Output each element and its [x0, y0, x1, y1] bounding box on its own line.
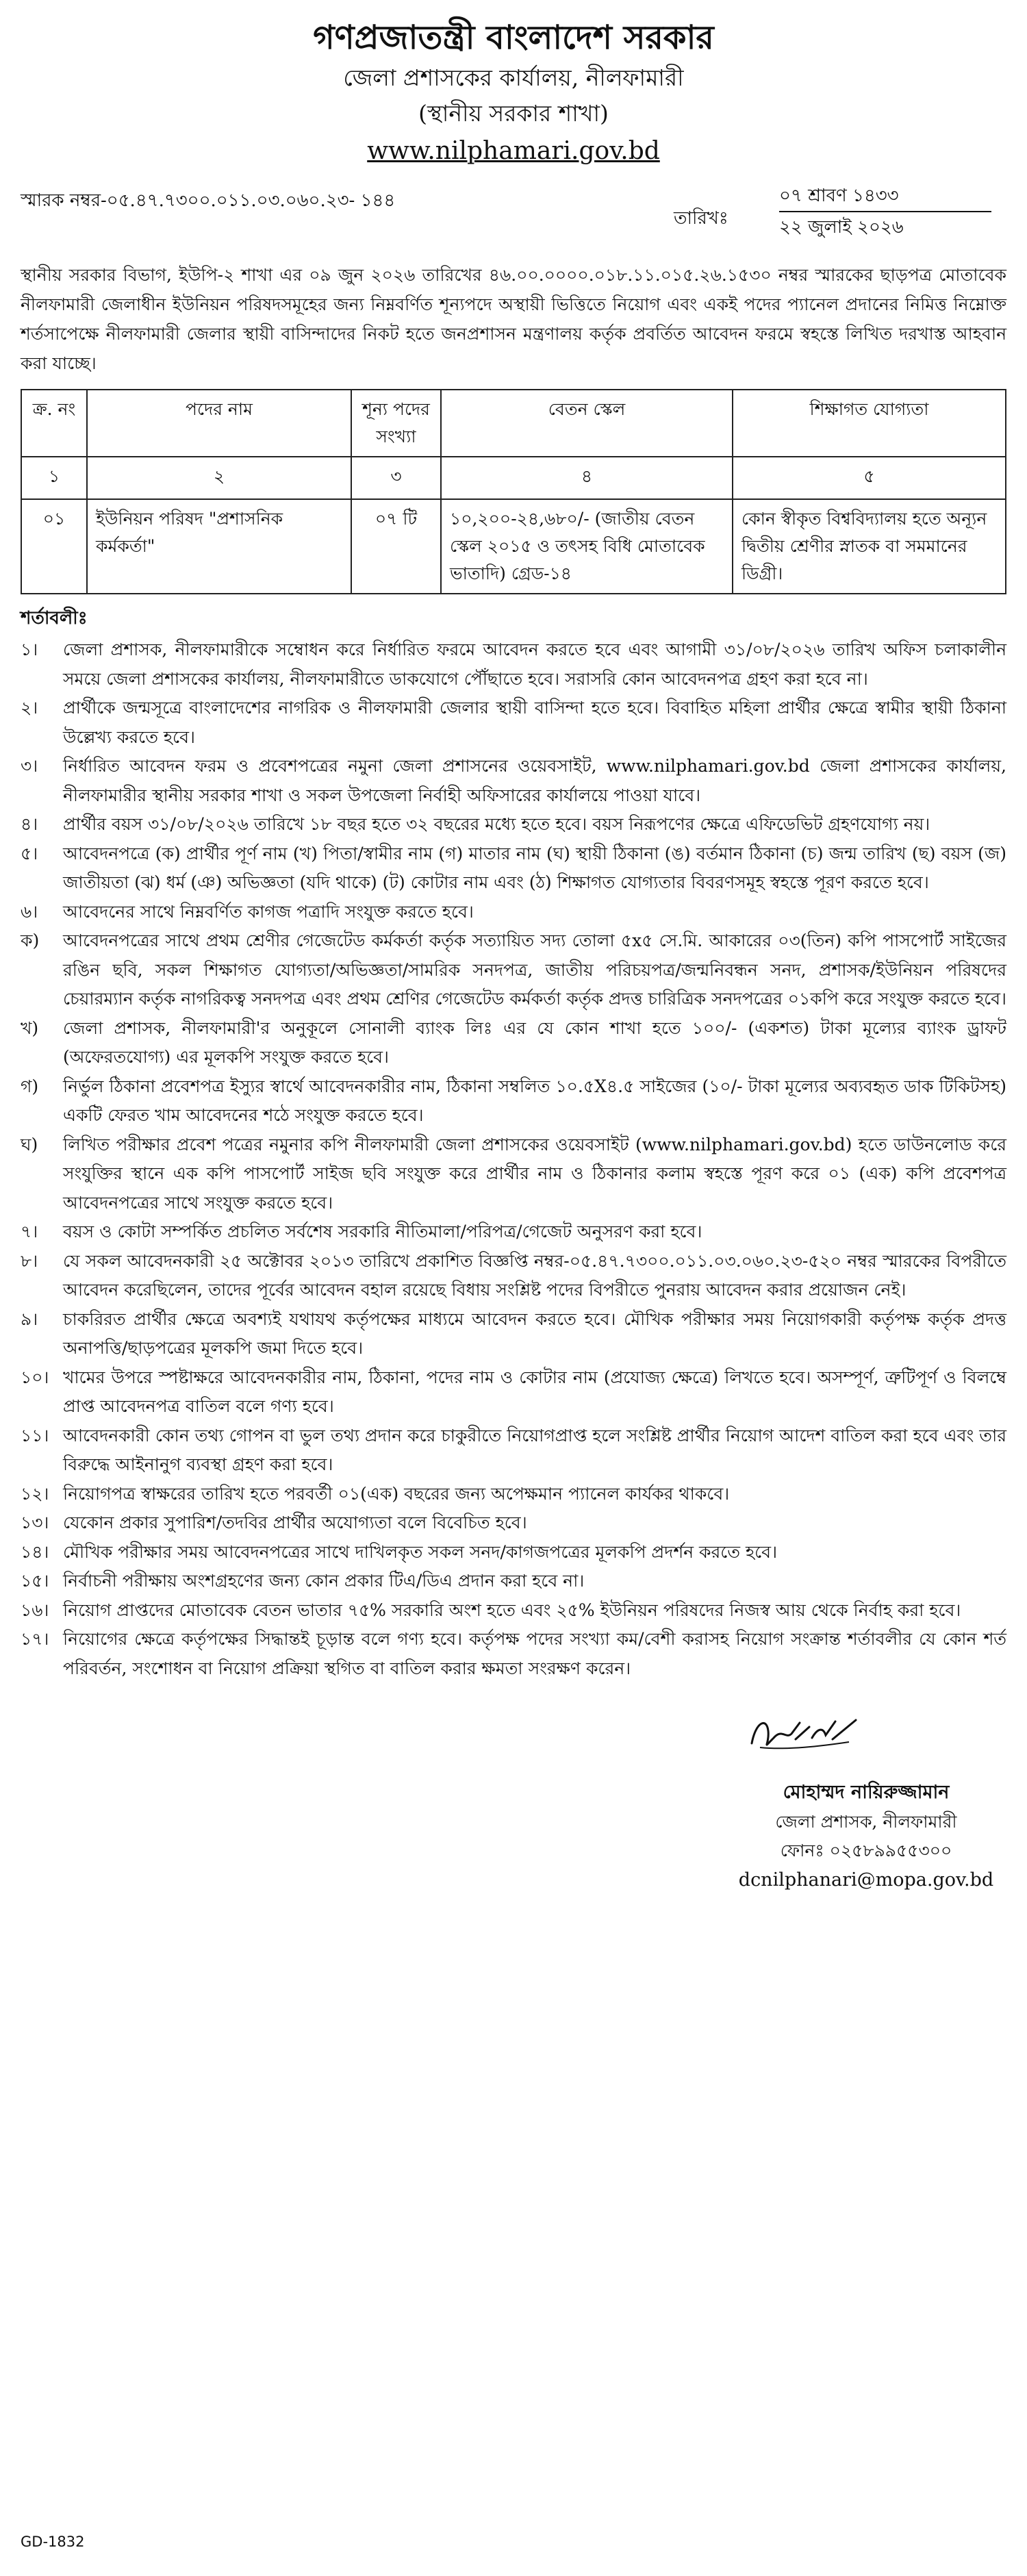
condition-item [21, 1422, 1006, 1480]
condition-item [21, 1247, 1006, 1305]
column-number: ১ [21, 457, 87, 499]
column-number: ৪ [441, 457, 733, 499]
condition-text: মৌখিক পরীক্ষার সময় আবেদনপত্রের সাথে দাখিলকৃত সকল সনদ/কাগজপত্রের মূলকপি প্রদর্শন করতে হবে। [63, 1541, 778, 1562]
signer-name: মোহাম্মদ নায়িরুজ্জামান [783, 1782, 950, 1803]
condition-text: জেলা প্রশাসক, নীলফামারী'র অনুকূলে সোনালী ব্যাংক লিঃ এর যে কোন শাখা হতে ১০০/- (একশত) টাকা মূল্যের ব্যাংক ড্রাফট (অফেরতযোগ্য) এর মূলকপি সংযুক্ত করতে হবে। [63, 1018, 1006, 1067]
intro-paragraph: স্থানীয় সরকার বিভাগ, ইউপি-২ শাখা এর ০৯ জুন ২০২৬ তারিখের ৪৬.০০.০০০০.০১৮.১১.০১৫.২৬.১৫৩০ নম্বর স্মারকের ছাড়পত্র মোতাবেক নীলফামারী জেলাধীন ইউনিয়ন পরিষদসমূহের জন্য নিম্নবর্ণিত শূন্যপদে অস্থায়ী ভিত্তিতে নিয়োগ এবং একই পদের প্যানেল প্রদানের নিমিত্ত নিম্নোক্ত শর্তসাপেক্ষে নীলফামারী জেলার স্থায়ী বাসিন্দাদের নিকট হতে জনপ্রশাসন মন্ত্রণালয় কর্তৃক প্রবর্তিত আবেদন ফরমে স্বহস্তে লিখিত দরখাস্ত আহবান করা যাচ্ছে। [21, 265, 1006, 373]
signer-details [705, 1778, 1027, 1895]
conditions-list [21, 635, 1006, 1683]
row-vacancy: ০৭ টি [351, 499, 441, 594]
condition-number: ১২। [21, 1483, 49, 1504]
conditions-title: শর্তাবলীঃ [21, 608, 88, 629]
condition-item [21, 1508, 1006, 1538]
date-bangla: ০৭ শ্রাবণ ১৪৩৩ [779, 181, 991, 212]
condition-item [21, 1014, 1006, 1072]
condition-text: প্রার্থীর বয়স ৩১/০৮/২০২৬ তারিখে ১৮ বছর হতে ৩২ বছরের মধ্যে হতে হবে। বয়স নিরূপণের ক্ষেত্রে এফিডেভিট গ্রহণযোগ্য নয়। [63, 814, 930, 834]
column-header-scale: বেতন স্কেল [441, 390, 733, 457]
handwritten-signature [746, 1708, 863, 1756]
condition-number: ৫। [21, 843, 38, 863]
condition-number: ১৫। [21, 1571, 49, 1591]
condition-text: নিয়োগপত্র স্বাক্ষরের তারিখ হতে পরবর্তী ০১(এক) বছরের জন্য অপেক্ষমান প্যানেল কার্যকর থাকবে। [63, 1483, 730, 1504]
condition-text: চাকরিরত প্রার্থীর ক্ষেত্রে অবশ্যই যথাযথ কর্তৃপক্ষের মাধ্যমে আবেদন করতে হবে। মৌখিক পরীক্ষার সময় নিয়োগকারী কর্তৃপক্ষ কর্তৃক প্রদত্ত অনাপত্তি/ছাড়পত্রের মূলকপি জমা দিতে হবে। [63, 1309, 1006, 1358]
condition-text: জেলা প্রশাসক, নীলফামারীকে সম্বোধন করে নির্ধারিত ফরমে আবেদন করতে হবে এবং আগামী ৩১/০৮/২০২৬ তারিখ অফিস চলাকালীন সময়ে জেলা প্রশাসকের কার্যালয়, নীলফামারীতে ডাকযোগে পৌঁছাতে হবে। সরাসরি কোন আবেদনপত্র গ্রহণ করা হবে না। [63, 640, 1006, 689]
date-english: ২২ জুলাই ২০২৬ [779, 217, 904, 238]
condition-item [21, 752, 1006, 810]
condition-item [21, 635, 1006, 694]
condition-item [21, 1538, 1006, 1567]
condition-number: ক) [21, 931, 40, 950]
condition-item [21, 898, 1006, 927]
table-header-row [21, 390, 1006, 457]
condition-text: নিয়োগের ক্ষেত্রে কর্তৃপক্ষের সিদ্ধান্তই চূড়ান্ত বলে গণ্য হবে। কর্তৃপক্ষ পদের সংখ্যা কম/বেশী করাসহ নিয়োগ সংক্রান্ত শর্তাবলীর যে কোন শর্ত পরিবর্তন, সংশোধন বা নিয়োগ প্রক্রিয়া স্থগিত বা বাতিল করার ক্ষমতা সংরক্ষণ করেন। [63, 1629, 1006, 1678]
condition-item [21, 1131, 1006, 1218]
condition-item [21, 1480, 1006, 1509]
column-header-qualification: শিক্ষাগত যোগ্যতা [733, 390, 1006, 457]
condition-item [21, 1363, 1006, 1422]
condition-text: নিয়োগ প্রাপ্তদের মোতাবেক বেতন ভাতার ৭৫% সরকারি অংশ হতে এবং ২৫% ইউনিয়ন পরিষদের নিজস্ব আয় থেকে নির্বাহ করা হবে। [63, 1600, 961, 1620]
condition-number: ৬। [21, 901, 38, 922]
condition-text: প্রার্থীকে জন্মসূত্রে বাংলাদেশের নাগরিক ও নীলফামারী জেলার স্থায়ী বাসিন্দা হতে হবে। বিবাহিত মহিলা প্রার্থীর ক্ষেত্রে স্বামীর স্থায়ী ঠিকানা উল্লেখ্য করতে হবে। [63, 698, 1006, 747]
condition-number: ১৩। [21, 1513, 49, 1532]
condition-text: খামের উপরে স্পষ্টাক্ষরে আবেদনকারীর নাম, ঠিকানা, পদের নাম ও কোটার নাম (প্রযোজ্য ক্ষেত্রে) লিখতে হবে। অসম্পূর্ণ, ত্রুটিপূর্ণ ও বিলম্বে প্রাপ্ত আবেদনপত্র বাতিল বলে গণ্য হবে। [63, 1367, 1006, 1416]
condition-item [21, 1625, 1006, 1683]
condition-number: খ) [21, 1018, 39, 1038]
condition-item [21, 1072, 1006, 1131]
condition-item [21, 1596, 1006, 1626]
condition-text: আবেদনকারী কোন তথ্য গোপন বা ভুল তথ্য প্রদান করে চাকুরীতে নিয়োগপ্রাপ্ত হলে সংশ্লিষ্ট প্রার্থীর নিয়োগ আদেশ বাতিল করা হবে এবং তার বিরুদ্ধে আইনানুগ ব্যবস্থা গ্রহণ করা হবে। [63, 1425, 1006, 1474]
posts-table [21, 389, 1006, 594]
row-scale: ১০,২০০-২৪,৬৮০/- (জাতীয় বেতন স্কেল ২০১৫ ও তৎসহ বিধি মোতাবেক ভাতাদি) গ্রেড-১৪ [441, 499, 733, 594]
column-header-post: পদের নাম [87, 390, 351, 457]
condition-item [21, 810, 1006, 839]
condition-number: ১৪। [21, 1541, 49, 1562]
date-label: তারিখঃ [674, 208, 728, 229]
gd-code: GD-1832 [21, 2534, 85, 2550]
branch-name: (স্থানীয় সরকার শাখা) [418, 100, 609, 127]
government-title: গণপ্রজাতন্ত্রী বাংলাদেশ সরকার [313, 18, 714, 57]
signer-email[interactable]: dcnilphanari@mopa.gov.bd [738, 1869, 994, 1891]
row-post: ইউনিয়ন পরিষদ "প্রশাসনিক কর্মকর্তা" [87, 499, 351, 594]
office-name: জেলা প্রশাসকের কার্যালয়, নীলফামারী [343, 64, 684, 91]
condition-text: আবেদনের সাথে নিম্নবর্ণিত কাগজ পত্রাদি সংযুক্ত করতে হবে। [63, 901, 474, 922]
row-qualification: কোন স্বীকৃত বিশ্ববিদ্যালয় হতে অন্যূন দ্বিতীয় শ্রেণীর স্নাতক বা সমমানের ডিগ্রী। [733, 499, 1006, 594]
column-number: ৫ [733, 457, 1006, 499]
column-number: ৩ [351, 457, 441, 499]
memo-row [21, 177, 1006, 257]
condition-item [21, 694, 1006, 752]
condition-number: ১৭। [21, 1629, 49, 1649]
condition-number: ১। [21, 640, 38, 659]
condition-item [21, 1567, 1006, 1596]
table-row [21, 499, 1006, 594]
letterhead [21, 15, 1006, 171]
condition-text: লিখিত পরীক্ষার প্রবেশ পত্রের নমুনার কপি নীলফামারী জেলা প্রশাসকের ওয়েবসাইট (www.nilphamari.gov.bd) হতে ডাউনলোড করে সংযুক্তির স্থানে এক কপি পাসপোর্ট সাইজ ছবি সংযুক্ত করে প্রার্থীর নাম ও ঠিকানার কলাম স্বহস্তে পূরণ করে ০১ (এক) কপি প্রবেশপত্র আবেদনপত্রের সাথে সংযুক্ত করতে হবে। [63, 1134, 1006, 1213]
memo-number: স্মারক নম্বর-০৫.৪৭.৭৩০০.০১১.০৩.০৬০.২৩- ১৪৪ [21, 190, 396, 211]
condition-text: নির্ভুল ঠিকানা প্রবেশপত্র ইস্যুর স্বার্থে আবেদনকারীর নাম, ঠিকানা সম্বলিত ১০.৫X৪.৫ সাইজের (১০/- টাকা মূল্যের অব্যবহৃত ডাক টিকিটসহ) একটি ফেরত খাম আবেদনের শঠে সংযুক্ত করতে হবে। [63, 1076, 1006, 1125]
condition-text: আবেদনপত্রের সাথে প্রথম শ্রেণীর গেজেটেড কর্মকর্তা কর্তৃক সত্যায়িত সদ্য তোলা ৫x৫ সে.মি. আকারের ০৩(তিন) কপি পাসপোর্ট সাইজের রঙিন ছবি, সকল শিক্ষাগত যোগ্যতা/অভিজ্ঞতা/সামরিক সনদপত্র, জাতীয় পরিচয়পত্র/জন্মনিবন্ধন সনদ, প্রশাসক/ইউনিয়ন পরিষদের চেয়ারম্যান কর্তৃক নাগরিকত্ব সনদপত্র এবং প্রথম শ্রেণির গেজেটেড কর্মকর্তা কর্তৃক প্রদত্ত চারিত্রিক সনদপত্রের ০১কপি করে সংযুক্ত করতে হবে। [63, 931, 1006, 1009]
condition-text: নির্বাচনী পরীক্ষায় অংশগ্রহণের জন্য কোন প্রকার টিএ/ডিএ প্রদান করা হবে না। [63, 1571, 585, 1591]
condition-number: ৮। [21, 1250, 38, 1271]
column-header-vacancy: শূন্য পদের সংখ্যা [351, 390, 441, 457]
condition-text: বয়স ও কোটা সম্পর্কিত প্রচলিত সর্বশেষ সরকারি নীতিমালা/পরিপত্র/গেজেট অনুসরণ করা হবে। [63, 1222, 702, 1241]
condition-text: আবেদনপত্রে (ক) প্রার্থীর পূর্ণ নাম (খ) পিতা/স্বামীর নাম (গ) মাতার নাম (ঘ) স্থায়ী ঠিকানা (ঙ) বর্তমান ঠিকানা (চ) জন্ম তারিখ (ছ) বয়স (জ) জাতীয়তা (ঝ) ধর্ম (ঞ) অভিজ্ঞতা (যদি থাকে) (ট) কোটার নাম এবং (ঠ) শিক্ষাগত যোগ্যতার বিবরণসমূহ স্বহস্তে পূরণ করতে হবে। [63, 843, 1006, 892]
condition-number: ১৬। [21, 1600, 49, 1620]
condition-number: ১০। [21, 1367, 49, 1387]
column-number: ২ [87, 457, 351, 499]
column-header-serial: ক্র. নং [21, 390, 87, 457]
condition-number: ৯। [21, 1309, 38, 1329]
signature-block [21, 1683, 1006, 1909]
website-link[interactable]: www.nilphamari.gov.bd [367, 137, 660, 165]
condition-item [21, 839, 1006, 898]
condition-item [21, 926, 1006, 1014]
condition-number: ২। [21, 698, 38, 718]
condition-number: ১১। [21, 1425, 49, 1445]
condition-number: ৪। [21, 814, 38, 834]
condition-number: ঘ) [21, 1134, 38, 1154]
signer-phone: ফোনঃ ০২৫৮৯৯৫৫৩০০ [780, 1841, 952, 1860]
condition-item [21, 1217, 1006, 1247]
condition-item [21, 1305, 1006, 1363]
condition-text: যেকোন প্রকার সুপারিশ/তদবির প্রার্থীর অযোগ্যতা বলে বিবেচিত হবে। [63, 1513, 527, 1532]
signer-designation: জেলা প্রশাসক, নীলফামারী [775, 1812, 957, 1832]
condition-number: ৭। [21, 1222, 38, 1241]
dates-block [779, 181, 991, 242]
condition-number: ৩। [21, 756, 38, 776]
row-serial: ০১ [21, 499, 87, 594]
condition-number: গ) [21, 1076, 39, 1096]
condition-text: নির্ধারিত আবেদন ফরম ও প্রবেশপত্রের নমুনা জেলা প্রশাসনের ওয়েবসাইট, www.nilphamari.gov.bd জেলা প্রশাসকের কার্যালয়, নীলফামারীর স্থানীয় সরকার শাখা ও সকল উপজেলা নির্বাহী অফিসারের কার্যালয়ে পাওয়া যাবে। [63, 756, 1006, 805]
condition-text: যে সকল আবেদনকারী ২৫ অক্টোবর ২০১৩ তারিখে প্রকাশিত বিজ্ঞপ্তি নম্বর-০৫.৪৭.৭৩০০.০১১.০৩.০৬০.২৩-৫২০ নম্বর স্মারকের বিপরীতে আবেদন করেছিলেন, তাদের পূর্বের আবেদন বহাল রয়েছে বিধায় সংশ্লিষ্ট পদের বিপরীতে পুনরায় আবেদন করার প্রয়োজন নেই। [63, 1250, 1006, 1300]
table-number-row [21, 457, 1006, 499]
